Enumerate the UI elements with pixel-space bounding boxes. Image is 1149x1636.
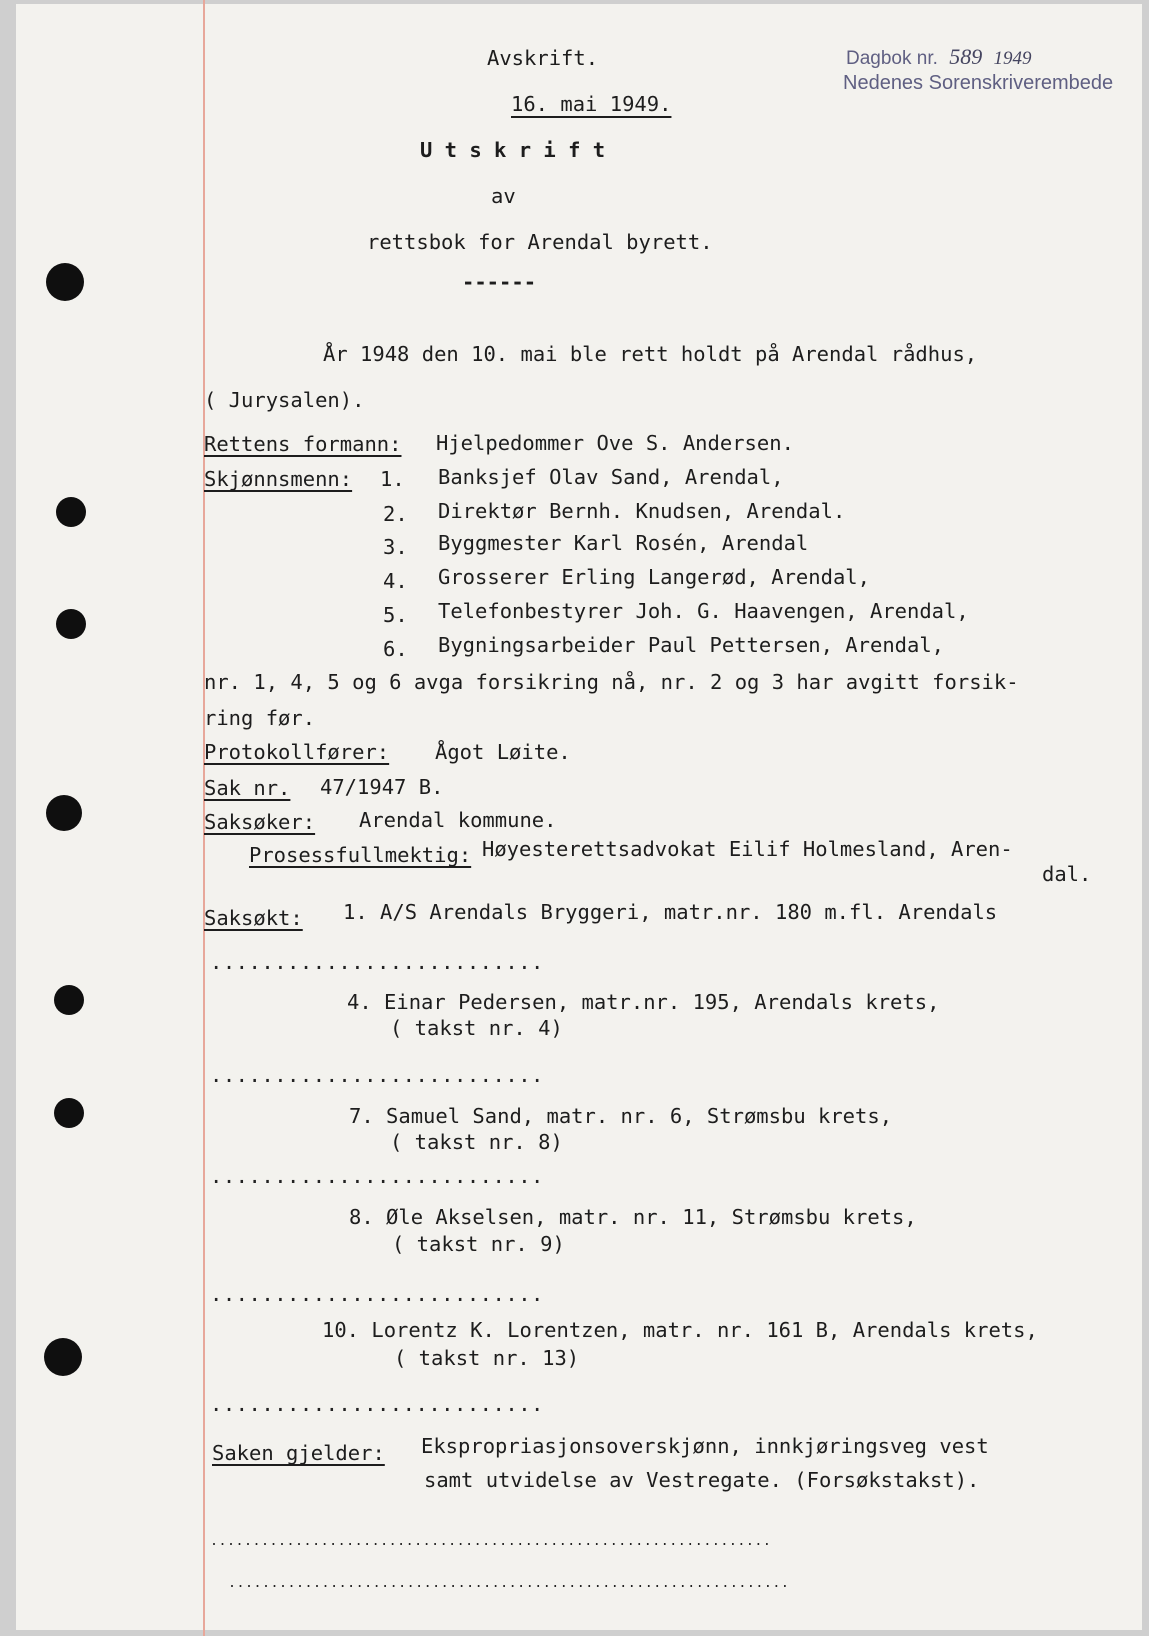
respondent-line: 7. Samuel Sand, matr. nr. 6, Strømsbu krets,: [349, 1104, 893, 1128]
gjelder-value-cont: samt utvidelse av Vestregate. (Forsøkstakst).: [424, 1468, 980, 1492]
dagbok-stamp: [846, 44, 1031, 70]
dotted-line: ..........................: [210, 1392, 544, 1416]
document-date: 16. mai 1949.: [511, 92, 672, 116]
member-number: 3.: [383, 535, 408, 559]
dagbok-label: Dagbok nr.: [846, 48, 938, 69]
skjonn-label: Skjønnsmenn:: [204, 467, 353, 491]
punch-hole: [54, 1098, 84, 1128]
venue-line: ( Jurysalen).: [204, 388, 365, 412]
protokoll-label: Protokollfører:: [204, 740, 390, 764]
member-number: 4.: [383, 569, 408, 593]
punch-hole: [46, 263, 84, 301]
header-divider: ------: [462, 270, 537, 294]
gjelder-value: Ekspropriasjonsoverskjønn, innkjøringsveg vest: [421, 1434, 989, 1458]
respondent-takst: ( takst nr. 4): [390, 1016, 563, 1040]
dotted-line: ..................................................................: [210, 1534, 772, 1549]
saksoker-label: Saksøker:: [204, 810, 316, 834]
dagbok-number: 589: [949, 44, 983, 69]
respondent-line: 4. Einar Pedersen, matr.nr. 195, Arendals krets,: [347, 990, 940, 1014]
avskrift-label: Avskrift.: [487, 46, 599, 70]
member-text: Banksjef Olav Sand, Arendal,: [438, 465, 784, 489]
dotted-line: ..........................: [210, 1164, 544, 1188]
member-number: 1.: [380, 467, 405, 491]
member-text: Telefonbestyrer Joh. G. Haavengen, Arendal,: [438, 599, 969, 623]
document-title: U t s k r i f t: [420, 138, 606, 162]
sak-label: Sak nr.: [204, 776, 291, 800]
saksokt-value: 1. A/S Arendals Bryggeri, matr.nr. 180 m.fl. Arendals: [343, 900, 998, 924]
prosess-label: Prosessfullmektig:: [249, 843, 472, 867]
respondent-takst: ( takst nr. 9): [392, 1232, 565, 1256]
respondent-line: 8. Øle Akselsen, matr. nr. 11, Strømsbu krets,: [349, 1205, 917, 1229]
punch-hole: [44, 1338, 82, 1376]
member-text: Byggmester Karl Rosén, Arendal: [438, 531, 809, 555]
dotted-line: ..........................: [210, 950, 544, 974]
forsikring-line: nr. 1, 4, 5 og 6 avga forsikring nå, nr. 2 og 3 har avgitt forsik-: [204, 670, 1019, 694]
respondent-takst: ( takst nr. 13): [394, 1346, 580, 1370]
formann-label: Rettens formann:: [204, 432, 402, 456]
respondent-line: 10. Lorentz K. Lorentzen, matr. nr. 161 B, Arendals krets,: [322, 1318, 1038, 1342]
punch-hole: [56, 609, 86, 639]
prosess-value-cont: dal.: [1042, 862, 1092, 886]
saksokt-label: Saksøkt:: [204, 906, 303, 930]
sak-value: 47/1947 B.: [320, 775, 444, 799]
member-text: Direktør Bernh. Knudsen, Arendal.: [438, 499, 846, 523]
document-subtitle: rettsbok for Arendal byrett.: [367, 230, 713, 254]
dagbok-year: 1949: [993, 48, 1032, 69]
prosess-value: Høyesterettsadvokat Eilif Holmesland, Aren-: [482, 837, 1013, 861]
opening-line: År 1948 den 10. mai ble rett holdt på Arendal rådhus,: [323, 342, 978, 366]
respondent-takst: ( takst nr. 8): [390, 1130, 563, 1154]
forsikring-line-cont: ring før.: [204, 706, 316, 730]
member-number: 6.: [383, 637, 408, 661]
title-av: av: [491, 184, 516, 208]
member-number: 2.: [383, 502, 408, 526]
punch-hole: [54, 985, 84, 1015]
punch-hole: [46, 795, 82, 831]
dotted-line: ..........................: [210, 1063, 544, 1087]
formann-value: Hjelpedommer Ove S. Andersen.: [436, 431, 794, 455]
dotted-line: ..........................: [210, 1282, 544, 1306]
gjelder-label: Saken gjelder:: [212, 1441, 385, 1465]
member-number: 5.: [383, 603, 408, 627]
dotted-line: ..................................................................: [228, 1576, 790, 1591]
saksoker-value: Arendal kommune.: [359, 808, 557, 832]
member-text: Grosserer Erling Langerød, Arendal,: [438, 565, 870, 589]
member-text: Bygningsarbeider Paul Pettersen, Arendal,: [438, 633, 945, 657]
office-stamp: Nedenes Sorenskriverembede: [843, 72, 1114, 94]
punch-hole: [56, 497, 86, 527]
protokoll-value: Ågot Løite.: [435, 740, 571, 764]
